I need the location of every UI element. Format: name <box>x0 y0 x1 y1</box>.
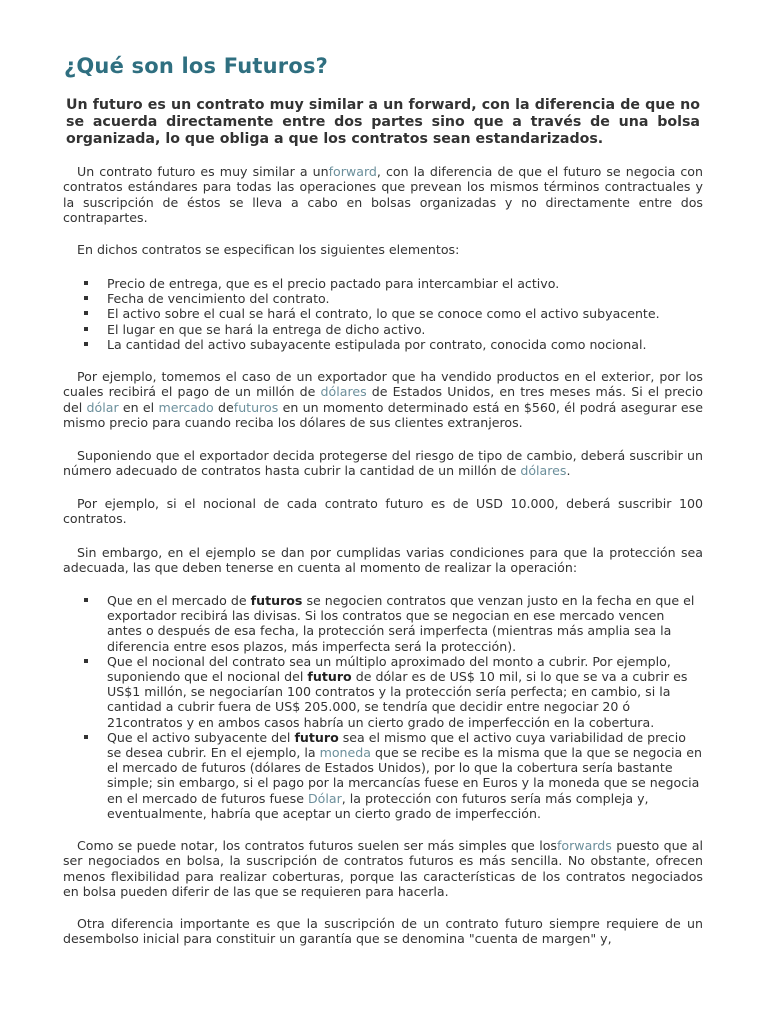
conditions-list <box>80 593 703 821</box>
link-forwards[interactable]: forwards <box>556 838 612 853</box>
bullet-icon <box>84 342 88 346</box>
bullet-icon <box>84 281 88 285</box>
text: de Estados Unidos, en tres meses más. Si el precio del <box>63 384 703 415</box>
elements-list <box>80 276 660 352</box>
page-title: ¿Qué son los Futuros? <box>64 54 329 78</box>
list-item-text: El activo sobre el cual se hará el contrato, lo que se conoce como el activo subyacente. <box>107 306 660 322</box>
list-item <box>80 337 660 352</box>
paragraph-notional: Por ejemplo, si el nocional de cada contrato futuro es de USD 10.000, deberá suscribir 100 contratos. <box>63 496 703 527</box>
bullet-icon <box>84 327 88 331</box>
paragraph-conditions-intro: Sin embargo, en el ejemplo se dan por cumplidas varias condiciones para que la protección sea adecuada, las que deben tenerse en cuenta al momento de realizar la operación: <box>63 545 703 576</box>
lead-paragraph: Un futuro es un contrato muy similar a un forward, con la diferencia de que no se acuerda directamente entre dos partes sino que a través de una bolsa organizada, lo que obliga a que los contratos sean estandarizados. <box>66 97 700 147</box>
text: puesto que al ser negociados en bolsa, la suscripción de contratos futuros es más sencilla. No obstante, ofrecen menos flexibilidad para realizar coberturas, porque las características de los contratos negociados en bolsa pueden diferir de las que se requieren para hacerla. <box>63 838 703 900</box>
text: . <box>566 463 571 479</box>
text: Que en el mercado de <box>107 593 251 608</box>
text: Por ejemplo, tomemos el caso de un exportador que ha vendido productos en el exterior, por los cuales recibirá el pago de un millón de <box>63 369 703 400</box>
list-item-text: Fecha de vencimiento del contrato. <box>107 291 330 307</box>
paragraph-margin: Otra diferencia importante es que la suscripción de un contrato futuro siempre requiere de un desembolso inicial para constituir un garantía que se denomina "cuenta de margen" y, <box>63 916 703 947</box>
bullet-icon <box>84 735 88 739</box>
list-item <box>80 654 703 730</box>
text: , con la diferencia de que el futuro se negocia con contratos estándares para todas las operaciones que prevean los mismos términos contractuales y la suscripción de éstos se lleva a cabo en bolsas organizadas y no directamente entre dos contrapartes. <box>63 164 703 226</box>
text: se negocien contratos que venzan justo en la fecha en que el exportador recibirá las divisas. Si los contratos que se negocian en ese mercado vencen antes o después de esa fecha, la protección será imperfecta (mientras más amplia sea la diferencia entre esos plazos, más imperfecta será la protección). <box>107 593 695 654</box>
list-item <box>80 322 660 337</box>
link-mercado[interactable]: mercado <box>158 399 214 415</box>
link-dolar[interactable]: dólar <box>86 399 119 415</box>
bullet-icon <box>84 598 88 602</box>
paragraph-definition <box>63 164 703 226</box>
list-item-text: Precio de entrega, que es el precio pactado para intercambiar el activo. <box>107 276 560 291</box>
text: de <box>213 399 234 415</box>
paragraph-example <box>63 369 703 431</box>
paragraph-elements-intro: En dichos contratos se especifican los siguientes elementos: <box>77 242 460 257</box>
list-item-text: El lugar en que se hará la entrega de dicho activo. <box>107 321 426 337</box>
bold-text: futuro <box>307 669 352 685</box>
link-moneda[interactable]: moneda <box>319 745 371 761</box>
list-item-text: La cantidad del activo subayacente estipulada por contrato, conocida como nocional. <box>107 336 647 352</box>
bullet-icon <box>84 659 88 663</box>
text: que se recibe es la misma que la que se negocia en el mercado de futuros (dólares de Estados Unidos), por lo que la cobertura sería bastante simple; sin embargo, si el pago por la mercancías fuese en Euros y la moneda que se negocia en el mercado de futuros fuese <box>107 745 702 806</box>
text: Que el nocional del contrato sea un múltiplo aproximado del monto a cubrir. Por ejemplo, suponiendo que el nocional del <box>107 653 671 685</box>
list-item <box>80 291 660 306</box>
bullet-icon <box>84 296 88 300</box>
link-forward[interactable]: forward <box>328 164 377 179</box>
list-item <box>80 306 660 321</box>
bullet-icon <box>84 311 88 315</box>
link-futuros[interactable]: futuros <box>233 399 279 415</box>
paragraph-hedge <box>63 448 703 479</box>
text: de dólar es de US$ 10 mil, si lo que se va a cubrir es US$1 millón, se negociarían 100 contratos y la protección sería perfecta; en cambio, si la cantidad a cubrir fuera de US$ 205.000, se tendría que decidir entre negociar 20 ó 21contratos y en ambos casos habría un cierto grado de imperfección en la cobertura. <box>107 669 688 730</box>
paragraph-comparison <box>63 838 703 900</box>
text: Un contrato futuro es muy similar a un <box>77 164 329 179</box>
text: en un momento determinado está en $560, él podrá asegurar ese mismo precio para cuando reciba los dólares de sus clientes extranjeros. <box>63 399 703 431</box>
bold-text: futuro <box>294 729 339 745</box>
bold-text: futuros <box>250 593 303 608</box>
text: sea el mismo que el activo cuya variabilidad de precio se desea cubrir. En el ejemplo, la <box>107 729 686 761</box>
text: Suponiendo que el exportador decida protegerse del riesgo de tipo de cambio, deberá suscribir un número adecuado de contratos hasta cubrir la cantidad de un millón de <box>63 448 703 479</box>
text: Como se puede notar, los contratos futuros suelen ser más simples que los <box>77 838 557 853</box>
text: en el <box>118 399 159 415</box>
list-item <box>80 593 703 654</box>
text: Que el activo subyacente del <box>107 729 295 745</box>
list-item <box>80 730 703 821</box>
link-dolar[interactable]: Dólar <box>307 790 342 806</box>
link-dolares[interactable]: dólares <box>320 384 367 400</box>
list-item <box>80 276 660 291</box>
link-dolares[interactable]: dólares <box>520 463 567 479</box>
text: , la protección con futuros sería más compleja y, eventualmente, habría que aceptar un cierto grado de imperfección. <box>107 790 649 821</box>
